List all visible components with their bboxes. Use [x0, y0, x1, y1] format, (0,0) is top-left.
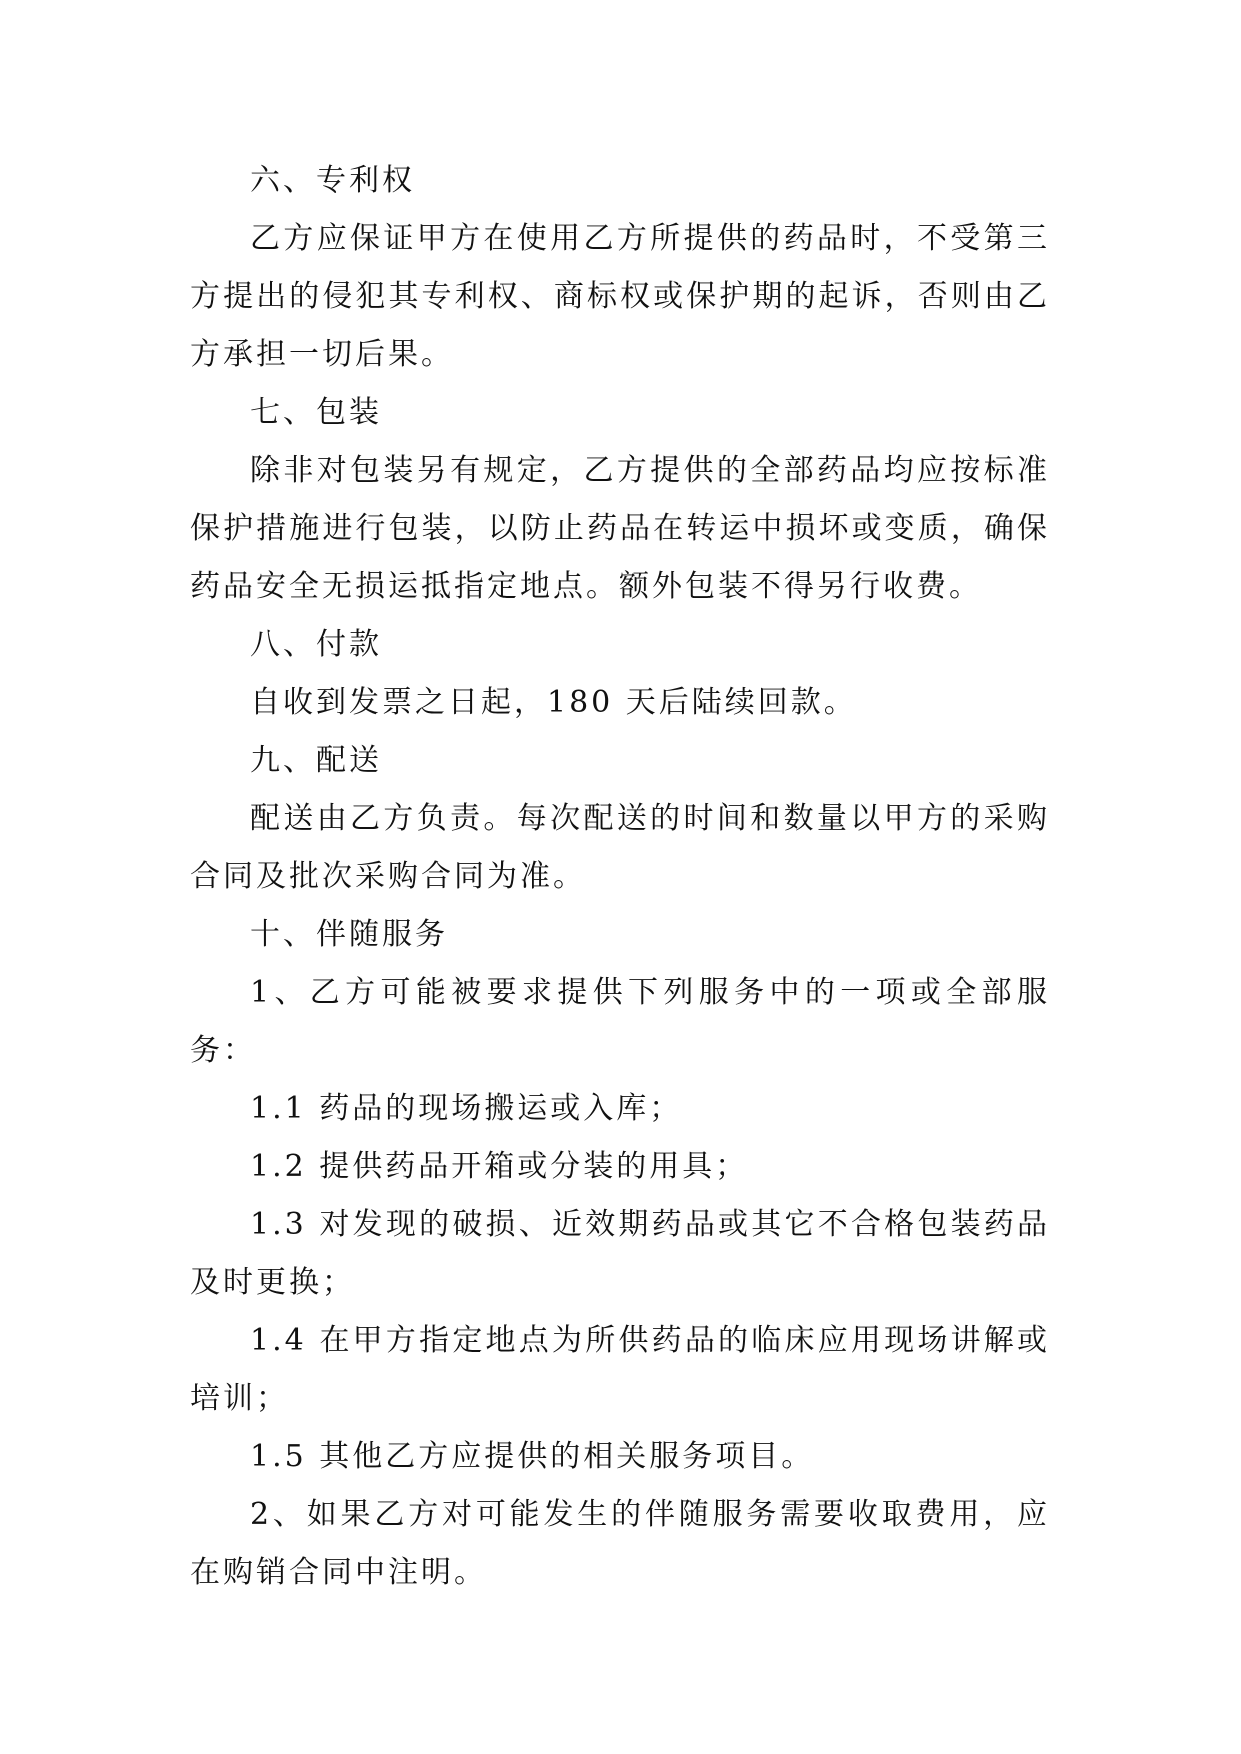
document-content — [190, 152, 1050, 1602]
section-7-body: 除非对包装另有规定，乙方提供的全部药品均应按标准保护措施进行包装，以防止药品在转运中损坏或变质，确保药品安全无损运抵指定地点。额外包装不得另行收费。 — [190, 453, 1050, 604]
section-9-body: 配送由乙方负责。每次配送的时间和数量以甲方的采购合同及批次采购合同为准。 — [190, 801, 1050, 894]
section-6-body: 乙方应保证甲方在使用乙方所提供的药品时，不受第三方提出的侵犯其专利权、商标权或保护期的起诉，否则由乙方承担一切后果。 — [190, 221, 1050, 372]
section-8-heading: 八、付款 — [250, 627, 382, 662]
section-10-item-1-2: 1.2 提供药品开箱或分装的用具； — [250, 1149, 749, 1184]
section-7-heading: 七、包装 — [250, 395, 382, 430]
section-10-item-1-5: 1.5 其他乙方应提供的相关服务项目。 — [250, 1439, 815, 1474]
section-9-heading: 九、配送 — [250, 743, 382, 778]
section-10-item-1-1: 1.1 药品的现场搬运或入库； — [250, 1091, 683, 1126]
section-6-heading: 六、专利权 — [250, 163, 415, 198]
section-10-item-1-3: 1.3 对发现的破损、近效期药品或其它不合格包装药品及时更换； — [190, 1207, 1050, 1300]
section-10-item-2: 2、如果乙方对可能发生的伴随服务需要收取费用，应在购销合同中注明。 — [190, 1497, 1050, 1590]
section-10-item-1-4: 1.4 在甲方指定地点为所供药品的临床应用现场讲解或培训； — [190, 1323, 1050, 1416]
section-10-item-1: 1、乙方可能被要求提供下列服务中的一项或全部服务： — [190, 975, 1050, 1068]
section-10-heading: 十、伴随服务 — [250, 917, 448, 952]
section-8-body: 自收到发票之日起，180 天后陆续回款。 — [250, 685, 857, 720]
